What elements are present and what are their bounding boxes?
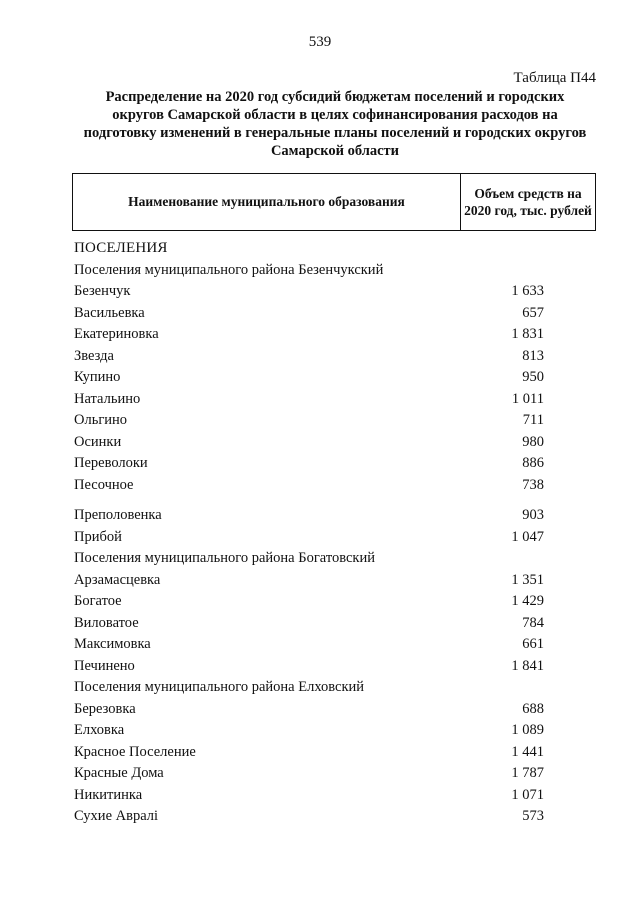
table-row — [72, 367, 596, 389]
row-name: Прибой — [74, 528, 122, 545]
row-value: 903 — [522, 507, 544, 523]
row-value: 711 — [522, 412, 544, 428]
row-name: Песочное — [74, 476, 134, 493]
table-row — [72, 410, 596, 432]
group-heading — [72, 548, 596, 570]
row-value: 688 — [522, 700, 544, 717]
table-row — [72, 303, 596, 325]
row-name: Осинки — [74, 433, 122, 450]
document-title: Распределение на 2020 год субсидий бюджетам поселений и городских округов Самарской области в целях софинансирования расходов на подготовку изменений в генеральные планы поселений и городских округов Самарской области — [83, 89, 587, 159]
table-row — [72, 634, 596, 656]
group-heading — [72, 677, 596, 699]
row-value: 980 — [522, 433, 544, 450]
table-row — [72, 591, 596, 613]
table-row — [72, 475, 596, 497]
row-value: 1 831 — [511, 326, 544, 342]
row-value: 657 — [522, 304, 544, 321]
row-name: Звезда — [74, 347, 114, 364]
table-row — [72, 806, 596, 828]
table-row — [72, 505, 596, 527]
row-name: Преполовенка — [74, 507, 162, 523]
table-row — [72, 699, 596, 721]
row-value: 1 841 — [511, 657, 544, 674]
row-name: Натальино — [74, 390, 141, 407]
group-heading — [72, 260, 596, 282]
row-name: Поселения муниципального района Богатовский — [74, 550, 375, 566]
row-name: Арзамасцевка — [74, 571, 161, 588]
table-row — [72, 346, 596, 368]
table-header — [72, 173, 596, 231]
row-name: Переволоки — [74, 455, 148, 471]
row-name: Красное Поселение — [74, 743, 196, 760]
table-row — [72, 389, 596, 411]
row-name: Поселения муниципального района Безенчукский — [74, 261, 384, 278]
table-row — [72, 281, 596, 303]
row-name: Васильевка — [74, 304, 145, 321]
table-body — [72, 238, 596, 828]
row-value: 1 633 — [511, 283, 544, 299]
row-name: Екатериновка — [74, 326, 159, 342]
row-name: Ольгино — [74, 412, 128, 428]
table-row — [72, 527, 596, 549]
row-name: ПОСЕЛЕНИЯ — [74, 240, 168, 256]
row-value: 784 — [522, 614, 544, 631]
table-row — [72, 656, 596, 678]
row-name: Березовка — [74, 700, 136, 717]
table-label: Таблица П44 — [513, 70, 596, 86]
page-number: 539 — [308, 34, 332, 50]
row-value: 1 441 — [511, 743, 544, 760]
row-value: 1 787 — [511, 765, 544, 781]
table-row — [72, 720, 596, 742]
row-value: 573 — [522, 808, 544, 824]
section-heading — [72, 238, 596, 260]
table-row — [72, 785, 596, 807]
row-value: 950 — [522, 369, 544, 385]
row-value: 1 011 — [511, 390, 544, 407]
row-name: Безенчук — [74, 283, 131, 299]
row-name: Красные Дома — [74, 765, 164, 781]
row-name: Купино — [74, 369, 121, 385]
row-value: 886 — [522, 455, 544, 471]
row-name: Виловатое — [74, 614, 139, 631]
row-name: Поселения муниципального района Елховский — [74, 679, 365, 695]
table-row — [72, 613, 596, 635]
row-value: 1 071 — [511, 786, 544, 803]
table-row — [72, 324, 596, 346]
row-value: 738 — [522, 476, 544, 493]
table-row — [72, 432, 596, 454]
row-value: 1 429 — [511, 593, 544, 609]
table-row — [72, 742, 596, 764]
column-header-value: Объем средств на 2020 год, тыс. рублей — [464, 186, 592, 218]
table-row — [72, 570, 596, 592]
table-row — [72, 763, 596, 785]
row-value: 1 089 — [511, 722, 544, 738]
row-name: Печинено — [74, 657, 135, 674]
row-value: 1 047 — [511, 528, 544, 545]
row-value: 813 — [522, 347, 544, 364]
row-value: 1 351 — [511, 571, 544, 588]
row-name: Сухие Авралі — [74, 808, 159, 824]
row-name: Елховка — [74, 722, 125, 738]
table-row — [72, 453, 596, 475]
row-name: Никитинка — [74, 786, 143, 803]
row-name: Богатое — [74, 593, 122, 609]
row-value: 661 — [522, 636, 544, 652]
column-header-name: Наименование муниципального образования — [73, 174, 461, 230]
row-name: Максимовка — [74, 636, 151, 652]
